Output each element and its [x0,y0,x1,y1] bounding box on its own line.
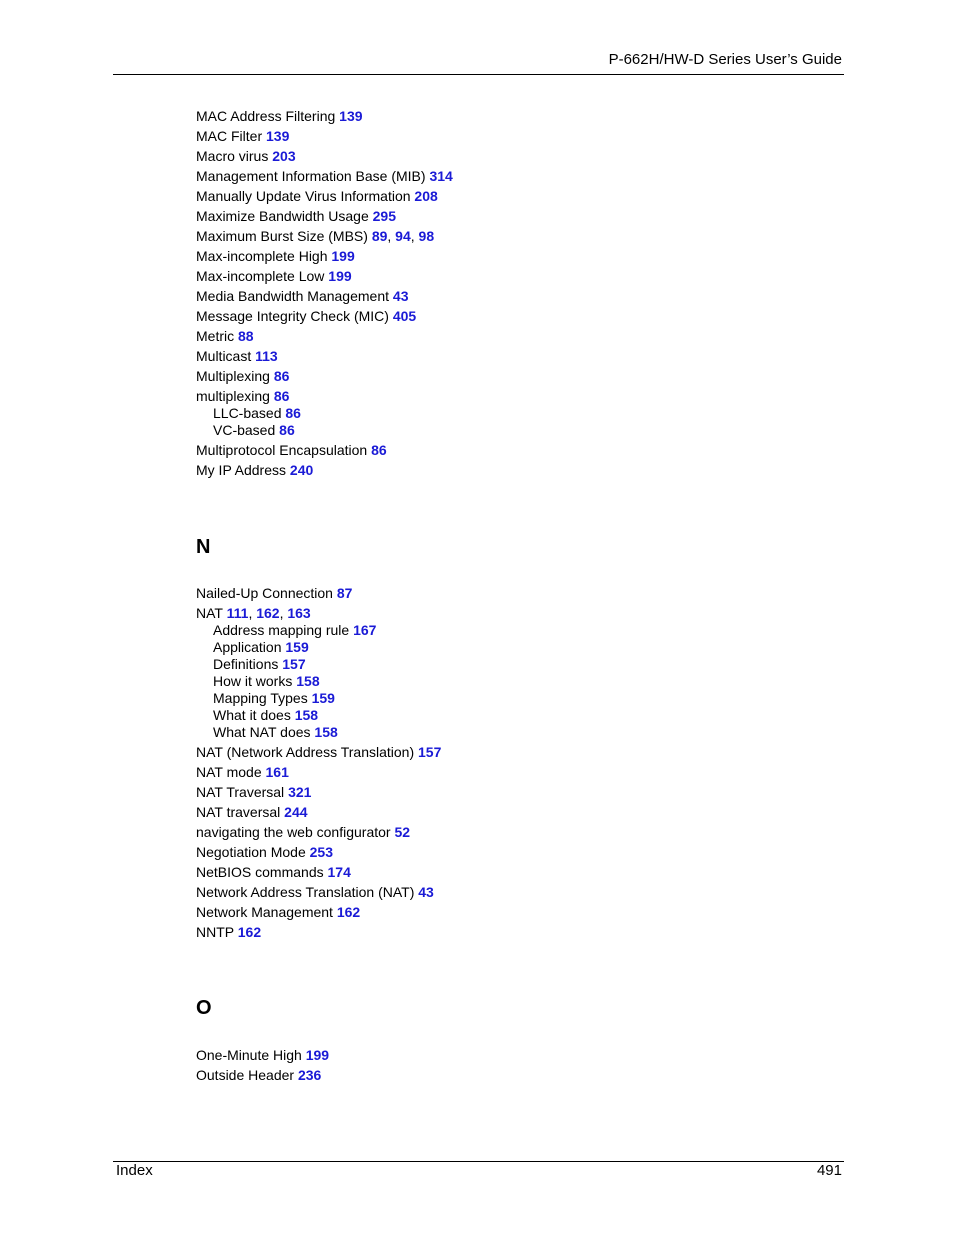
index-entry [196,442,836,459]
footer-page-number: 491 [816,1162,842,1179]
page-link[interactable]: 139 [266,128,290,144]
page-link[interactable]: 86 [371,442,387,458]
index-entry [196,388,836,405]
index-entry [196,585,836,602]
index-subentry [196,639,836,656]
index-term: Metric [196,328,235,344]
index-term: Network Address Translation (NAT) [196,884,415,900]
index-subentry [196,422,836,439]
index-term: Network Management [196,904,333,920]
index-term: What NAT does [213,724,311,740]
page-link[interactable]: 162 [256,605,280,621]
page-link[interactable]: 240 [289,462,314,478]
index-term: NAT Traversal [196,784,285,800]
index-term: LLC-based [213,405,282,421]
index-entry [196,208,836,225]
index-entry [196,804,836,821]
index-entry [196,744,836,761]
index-entry [196,924,836,941]
index-term: NNTP [196,924,234,940]
page-link[interactable]: 94 [395,228,411,244]
index-term: Max-incomplete High [196,248,328,264]
index-subentry [196,656,836,673]
page-link[interactable]: 43 [392,288,409,304]
footer-rule [113,1161,844,1162]
index-term: Maximum Burst Size (MBS) [196,228,368,244]
page-link[interactable]: 162 [237,924,262,940]
index-entry [196,764,836,781]
page-separator: , [387,228,396,244]
page-link[interactable]: 203 [272,148,296,164]
page-link[interactable]: 86 [273,368,290,384]
page-link[interactable]: 139 [339,108,363,124]
header-rule [113,74,844,75]
page-link[interactable]: 167 [353,622,377,638]
page-link[interactable]: 405 [392,308,417,324]
page-link[interactable]: 161 [265,764,289,780]
index-entry [196,228,836,245]
index-term: Multiplexing [196,368,270,384]
index-term: Multiprotocol Encapsulation [196,442,368,458]
index-entry [196,308,836,325]
index-term: Management Information Base (MIB) [196,168,426,184]
index-section-m [196,105,836,479]
index-entry [196,108,836,125]
index-term: Media Bandwidth Management [196,288,390,304]
index-entry [196,288,836,305]
index-term: Max-incomplete Low [196,268,325,284]
page-link[interactable]: 52 [394,824,411,840]
page-link[interactable]: 98 [418,228,435,244]
page-link[interactable]: 86 [273,388,290,404]
page-link[interactable]: 159 [311,690,335,706]
index-entry [196,248,836,265]
page-link[interactable]: 199 [305,1047,330,1063]
page-link[interactable]: 88 [238,328,254,344]
index-section-o [196,1044,836,1084]
index-subentry [196,690,836,707]
index-entry [196,148,836,165]
page-link[interactable]: 244 [284,804,308,820]
index-entry [196,824,836,841]
index-term: Definitions [213,656,279,672]
page-link[interactable]: 314 [429,168,453,184]
page-header-title: P-662H/HW-D Series User’s Guide [608,51,842,68]
page-link[interactable]: 321 [288,784,312,800]
index-entry [196,188,836,205]
index-entry [196,348,836,365]
page-link[interactable]: 87 [336,585,353,601]
page-link[interactable]: 208 [414,188,438,204]
index-term: NetBIOS commands [196,864,324,880]
index-entry [196,844,836,861]
page-link[interactable]: 89 [371,228,388,244]
index-entry [196,1067,836,1084]
page-separator: , [248,605,257,621]
index-subentry [196,622,836,639]
page-link[interactable]: 111 [226,605,249,621]
index-term: NAT [196,605,223,621]
page-link[interactable]: 162 [336,904,361,920]
index-entry [196,462,836,479]
page-link[interactable]: 295 [372,208,396,224]
page-link[interactable]: 253 [309,844,333,860]
index-entry [196,168,836,185]
index-section-n [196,582,836,941]
section-letter-o: O [196,997,212,1019]
page-link[interactable]: 174 [327,864,351,880]
index-entry [196,328,836,345]
index-term: Nailed-Up Connection [196,585,333,601]
index-entry [196,864,836,881]
index-subentry [196,673,836,690]
section-letter-n: N [196,536,211,558]
index-term: NAT (Network Address Translation) [196,744,415,760]
page-link[interactable]: 157 [282,656,306,672]
page-separator: , [279,605,288,621]
index-term: navigating the web configurator [196,824,391,840]
index-entry [196,128,836,145]
page-link[interactable]: 199 [331,248,355,264]
index-term: One-Minute High [196,1047,302,1063]
index-term: multiplexing [196,388,270,404]
index-term: How it works [213,673,293,689]
index-term: Multicast [196,348,252,364]
index-term: Message Integrity Check (MIC) [196,308,389,324]
page-link[interactable]: 86 [279,422,295,438]
index-term: Macro virus [196,148,269,164]
index-term: Negotiation Mode [196,844,306,860]
index-entry [196,1047,836,1064]
index-term: Address mapping rule [213,622,350,638]
page-link[interactable]: 158 [314,724,338,740]
page-link[interactable]: 86 [285,405,301,421]
index-entry [196,605,836,622]
page-link[interactable]: 159 [285,639,309,655]
index-term: What it does [213,707,291,723]
page-link[interactable]: 113 [255,348,278,364]
page-link[interactable]: 43 [418,884,434,900]
index-term: Manually Update Virus Information [196,188,411,204]
index-term: Mapping Types [213,690,308,706]
index-entry [196,884,836,901]
page-link[interactable]: 158 [294,707,319,723]
page-link[interactable]: 236 [297,1067,322,1083]
page-separator: , [410,228,419,244]
footer-section-name: Index [116,1162,153,1179]
index-entry [196,368,836,385]
index-subentry [196,405,836,422]
index-term: Outside Header [196,1067,295,1083]
page-link[interactable]: 163 [287,605,311,621]
page-link[interactable]: 199 [328,268,352,284]
index-term: Application [213,639,282,655]
index-term: MAC Address Filtering [196,108,336,124]
index-term: NAT mode [196,764,262,780]
index-subentry [196,724,836,741]
index-subentry [196,707,836,724]
index-entry [196,784,836,801]
index-term: NAT traversal [196,804,281,820]
index-entry [196,904,836,921]
page-link[interactable]: 158 [296,673,320,689]
page-link[interactable]: 157 [418,744,442,760]
index-term: MAC Filter [196,128,263,144]
index-term: Maximize Bandwidth Usage [196,208,369,224]
index-term: VC-based [213,422,276,438]
index-term: My IP Address [196,462,287,478]
index-entry [196,268,836,285]
